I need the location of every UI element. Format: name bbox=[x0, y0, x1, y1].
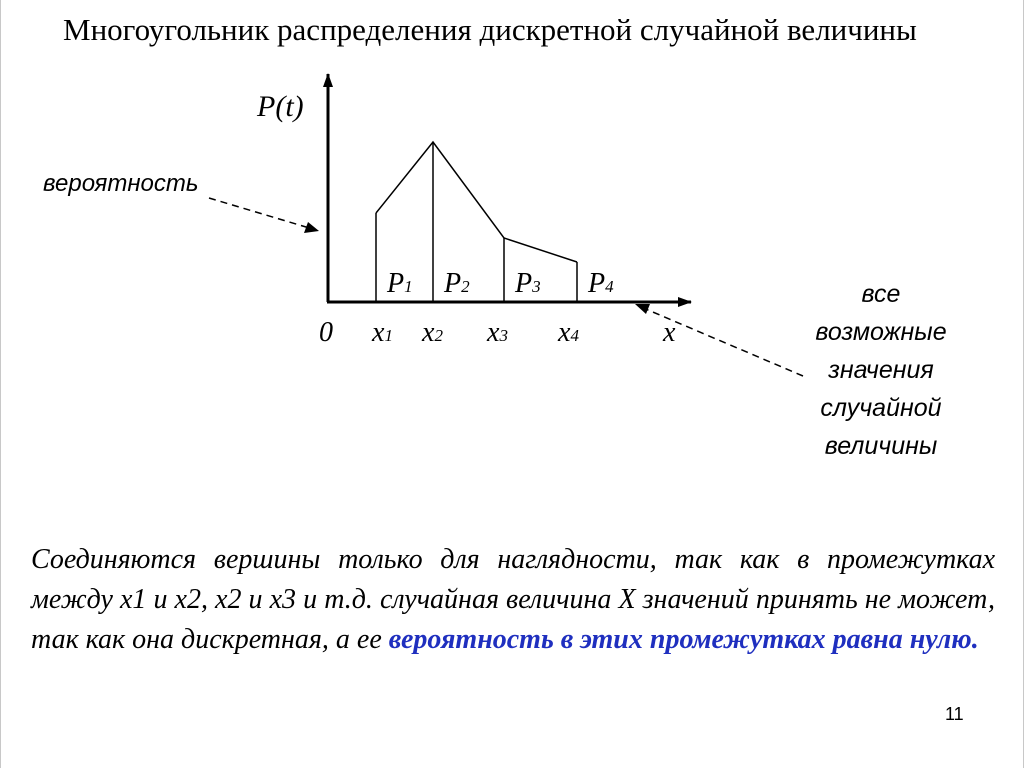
y-axis-label: P(t) bbox=[257, 90, 304, 123]
origin-label: 0 bbox=[319, 317, 333, 348]
values-callout-line: все bbox=[861, 280, 901, 308]
page-number: 11 bbox=[945, 704, 964, 724]
explanation-emphasis: вероятность в этих промежутках равна нулю. bbox=[388, 624, 979, 655]
explanation-text: Соединяются вершины только для наглядности, так как в промежутках между x1 и x2, x2 и x3 и т.д. случайная величина X значений принять не может, так как она дискретная, а ее bbox=[31, 544, 995, 655]
distribution-polyline bbox=[376, 142, 577, 262]
x-tick-label-4: x4 bbox=[558, 317, 579, 348]
values-callout-line: случайной bbox=[820, 394, 942, 422]
x-tick-label-2: x2 bbox=[422, 317, 443, 348]
probability-label-3: P3 bbox=[515, 268, 541, 299]
x-axis-label: x bbox=[663, 317, 676, 348]
probability-callout-label: вероятность bbox=[43, 170, 199, 197]
probability-label-1: P1 bbox=[387, 268, 413, 299]
values-callout-line: возможные bbox=[815, 318, 947, 346]
probability-callout-arrow bbox=[209, 198, 316, 230]
probability-callout-arrowhead bbox=[304, 222, 319, 233]
explanation-paragraph bbox=[31, 540, 995, 660]
values-callout-label bbox=[781, 275, 981, 465]
values-callout-line: значения bbox=[828, 356, 934, 384]
values-callout-line: величины bbox=[824, 432, 938, 460]
values-callout-arrowhead bbox=[635, 304, 650, 314]
x-tick-label-1: x1 bbox=[372, 317, 393, 348]
probability-label-4: P4 bbox=[588, 268, 614, 299]
x-tick-label-3: x3 bbox=[487, 317, 508, 348]
probability-label-2: P2 bbox=[444, 268, 470, 299]
slide-title: Многоугольник распределения дискретной случайной величины bbox=[63, 12, 917, 47]
